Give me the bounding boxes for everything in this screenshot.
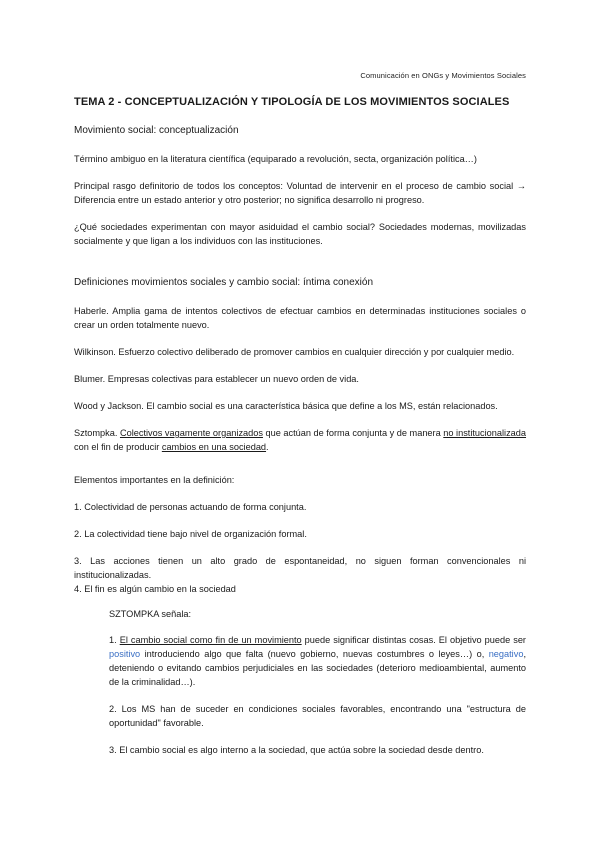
sztompka-item-3: 3. El cambio social es algo interno a la sociedad, que actúa sobre la sociedad desde dentro. (109, 745, 484, 755)
paragraph-rasgo: Principal rasgo definitorio de todos los conceptos: Voluntad de intervenir en el proceso de cambio social → Diferencia entre un estado anterior y otro posterior; no significa desarrollo ni progreso. (74, 181, 526, 205)
definition-haberle: Haberle. Amplia gama de intentos colectivos de efectuar cambios en determinadas instituciones sociales o crear un orden totalmente nuevo. (74, 306, 526, 330)
text-fragment: . (266, 442, 269, 452)
underlined-cambios: cambios en una sociedad (161, 442, 267, 452)
sztompka-item-1 (109, 633, 526, 689)
section-heading-conceptualizacion: Movimiento social: conceptualización (74, 125, 239, 136)
section-heading-definiciones: Definiciones movimientos sociales y cambio social: íntima conexión (74, 277, 374, 288)
running-header: Comunicación en ONGs y Movimientos Sociales (360, 71, 526, 80)
list-item-4: 4. El fin es algún cambio en la sociedad (74, 584, 236, 594)
word-negativo: negativo (488, 649, 524, 659)
text-fragment: puede significar distintas cosas. El objetivo puede ser (301, 635, 526, 645)
underlined-cambio-social: El cambio social como fin de un movimiento (119, 635, 302, 645)
text-fragment: con el fin de producir (74, 442, 162, 452)
list-item-2: 2. La colectividad tiene bajo nivel de organización formal. (74, 529, 307, 539)
sztompka-block (109, 609, 526, 757)
underlined-no-institucionalizada: no institucionalizada (443, 428, 527, 438)
underlined-colectivos: Colectivos vagamente organizados (119, 428, 263, 438)
definition-blumer: Blumer. Empresas colectivas para establecer un nuevo orden de vida. (74, 374, 359, 384)
page-title: TEMA 2 - CONCEPTUALIZACIÓN Y TIPOLOGÍA DE LOS MOVIMIENTOS SOCIALES (74, 96, 510, 108)
list-item-1: 1. Colectividad de personas actuando de forma conjunta. (74, 502, 307, 512)
document-body (74, 96, 526, 770)
sztompka-label: SZTOMPKA señala: (109, 609, 192, 619)
item-number: 1. (109, 635, 120, 645)
author-sztompka: Sztompka. (74, 428, 118, 438)
definition-wilkinson: Wilkinson. Esfuerzo colectivo deliberado de promover cambios en cualquier dirección y por cualquier medio. (74, 347, 515, 357)
text-fragment: que actúan de forma conjunta y de manera (262, 428, 444, 438)
text-fragment: , deteniendo o evitando cambios perjudiciales en las sociedades (deterioro medioambiental, aumento de la criminalidad…). (109, 649, 526, 687)
text-fragment: introduciendo algo que falta (nuevo gobierno, nuevas costumbres o leyes…) o, (140, 649, 489, 659)
list-item-3: 3. Las acciones tienen un alto grado de espontaneidad, no siguen forman convencionales ni institucionalizadas. (74, 556, 526, 580)
section-heading-elementos: Elementos importantes en la definición: (74, 475, 235, 485)
word-positivo: positivo (109, 649, 141, 659)
paragraph-sociedades: ¿Qué sociedades experimentan con mayor asiduidad el cambio social? Sociedades modernas, movilizadas socialmente y que ligan a los individuos con las instituciones. (74, 222, 526, 246)
definition-wood-jackson: Wood y Jackson. El cambio social es una característica básica que define a los MS, están relacionados. (74, 401, 498, 411)
paragraph-ambiguo: Término ambiguo en la literatura científica (equiparado a revolución, secta, organización política…) (74, 154, 477, 164)
sztompka-item-2: 2. Los MS han de suceder en condiciones sociales favorables, encontrando una "estructura de oportunidad" favorable. (109, 704, 526, 728)
definition-sztompka (74, 426, 526, 454)
